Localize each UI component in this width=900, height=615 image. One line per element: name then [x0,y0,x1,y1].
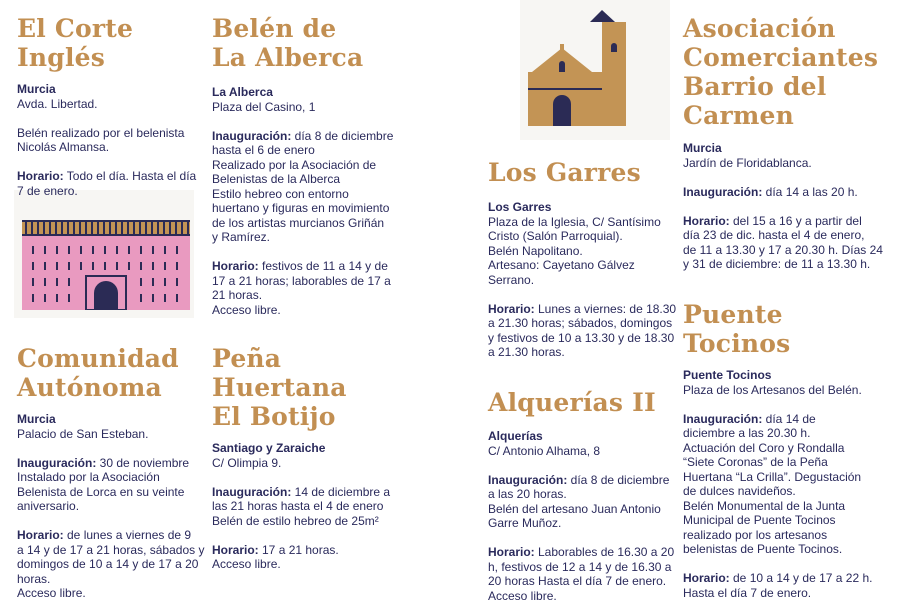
horario-label: Horario: [212,259,259,273]
horario-text: Todo el día. Hasta el día 7 de enero. [17,169,197,198]
section-horario [17,528,207,601]
horario-text: 17 a 21 horas. Acceso libre. [212,542,339,571]
inauguracion-label: Inauguración: [488,472,568,487]
section-place: La Alberca [212,85,273,99]
section-address: Palacio de San Esteban. [17,426,149,441]
section-title: Alquerías II [488,388,656,417]
section-address: C/ Antonio Alhama, 8 [488,443,601,458]
section-address: Plaza de la Iglesia, C/ Santísimo Cristo (Salón Parroquial). Belén Napolitano. Artesano: Cayetano Gálvez Serrano. [488,214,661,287]
inauguracion-label: Inauguración: [683,184,763,199]
section-place: Puente Tocinos [683,368,772,382]
inauguracion-label: Inauguración: [17,455,97,470]
section-horario [683,214,893,272]
section-description: Belén realizado por el belenista Nicolás Almansa. [17,125,185,154]
section-inauguracion [17,456,207,514]
palace-illustration [22,220,190,310]
horario-label: Horario: [17,528,64,542]
section-place: Alquerías [488,429,543,443]
horario-label: Horario: [212,542,259,557]
inauguracion-text: día 14 a las 20 h. [762,184,858,199]
section-horario [17,169,202,198]
section-belen-la-alberca [212,14,407,317]
horario-label: Horario: [488,301,535,316]
section-address: Plaza del Casino, 1 [212,99,316,114]
section-title: Comunidad Autónoma [17,344,179,402]
section-place: Murcia [683,141,722,155]
section-inauguracion [212,485,407,529]
horario-label: Horario: [488,545,535,559]
section-inauguracion [683,412,893,557]
inauguracion-label: Inauguración: [683,411,763,426]
section-los-garres [488,158,683,360]
section-horario [212,259,407,317]
inauguracion-text: día 14 de diciembre a las 20.30 h. Actuación del Coro y Rondalla “Siete Coronas” de la Peña Huertana “La Crilla”. Degustación de dulces navideños. Belén Monumental de la Junta Municipal de Puente Tocinos realizado por los artesanos belenistas de Puente Tocinos. [683,411,862,556]
inauguracion-text: día 8 de diciembre a las 20 horas. Belén del artesano Juan Antonio Garre Muñoz. [488,472,670,530]
horario-text: Lunes a viernes: de 18.30 a 21.30 horas; sábados, domingos y festivos de 10 a 13.30 y de 18.30 a 21.30 horas. [488,301,677,359]
inauguracion-text: día 8 de diciembre hasta el 6 de enero Realizado por la Asociación de Belenistas de la Alberca Estilo hebreo con entorno huertano y figuras en movimiento de los artistas murcianos Griñán y Ramírez. [212,128,394,244]
section-address: Jardín de Floridablanca. [683,155,812,170]
section-horario [212,543,407,572]
church-illustration [526,8,630,126]
horario-text: del 15 a 16 y a partir del día 23 de dic. hasta el 4 de enero, de 11 a 13.30 y 17 a 20.30 h. Días 24 y 31 de diciembre: de 11 a 13.30 h. [683,213,883,271]
section-asociacion-comerciantes-barrio-del-carmen [683,14,893,272]
section-inauguracion [212,129,407,245]
section-puente-tocinos [683,300,893,600]
section-inauguracion [683,185,893,200]
section-el-corte-ingles [17,14,202,198]
section-title: Belén de La Alberca [212,14,364,72]
section-place: Murcia [17,82,56,96]
section-title: Asociación Comerciantes Barrio del Carmen [683,14,879,130]
section-place: Santiago y Zaraiche [212,441,326,455]
inauguracion-label: Inauguración: [212,484,292,499]
inauguracion-label: Inauguración: [212,128,292,143]
section-title: Los Garres [488,158,641,187]
horario-text: Laborables de 16.30 a 20 h, festivos de 12 a 14 y de 16.30 a 20 horas Hasta el día 7 de enero. Acceso libre. [488,545,675,603]
section-title: Puente Tocinos [683,300,791,358]
section-alquerias-ii [488,388,683,603]
section-horario [488,302,683,360]
section-comunidad-autonoma [17,344,207,601]
horario-text: de lunes a viernes de 9 a 14 y de 17 a 21 horas, sábados y domingos de 10 a 14 y de 17 a 20 horas. Acceso libre. [17,528,205,600]
inauguracion-text: 14 de diciembre a las 21 horas hasta el 4 de enero Belén de estilo hebreo de 25m² [212,484,391,528]
section-title: El Corte Inglés [17,14,134,72]
horario-text: festivos de 11 a 14 y de 17 a 21 horas; laborables de 17 a 21 horas. Acceso libre. [212,259,391,317]
section-place: Los Garres [488,200,552,214]
horario-label: Horario: [683,571,730,585]
section-horario [488,545,683,603]
horario-label: Horario: [683,213,730,228]
section-horario [683,571,893,600]
section-place: Murcia [17,412,56,426]
horario-label: Horario: [17,169,64,183]
section-title: Peña Huertana El Botijo [212,344,347,431]
section-inauguracion [488,473,683,531]
section-address: Avda. Libertad. [17,96,98,111]
section-address: Plaza de los Artesanos del Belén. [683,382,862,397]
section-address: C/ Olimpia 9. [212,455,282,470]
horario-text: de 10 a 14 y de 17 a 22 h. Hasta el día 7 de enero. [683,571,873,600]
section-pena-huertana-el-botijo [212,344,407,572]
inauguracion-text: 30 de noviembre Instalado por la Asociación Belenista de Lorca en su veinte aniversario. [17,455,190,513]
